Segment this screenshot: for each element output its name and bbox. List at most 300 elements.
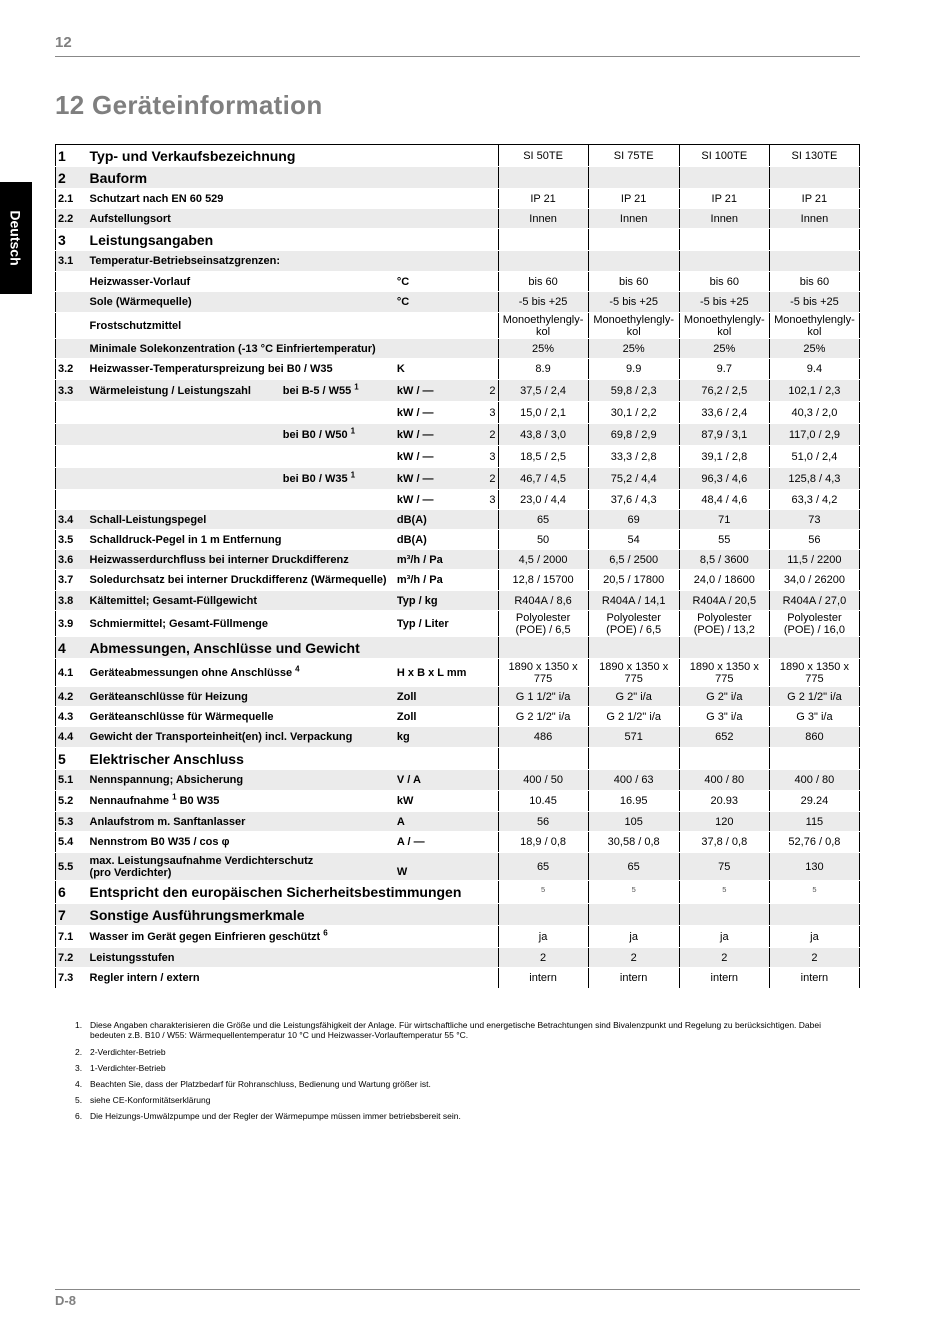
row-label xyxy=(88,272,395,292)
table-row xyxy=(56,339,860,359)
value-cell: G 2 1/2" i/a xyxy=(498,707,588,727)
row-label xyxy=(88,468,283,490)
row-number: 3.2 xyxy=(56,359,88,380)
footnote-ref xyxy=(480,251,498,272)
value-cell: 2 xyxy=(769,948,859,968)
value-cell: 5 xyxy=(769,881,859,904)
unit-label: kg xyxy=(395,727,480,748)
footnote-ref xyxy=(480,189,498,209)
footnote-ref: 6 xyxy=(323,927,328,937)
value-cell: -5 bis +25 xyxy=(679,292,769,313)
row-label-text: Geräteabmessungen ohne Anschlüsse xyxy=(89,666,293,679)
value-cell: 9.7 xyxy=(679,359,769,380)
row-label-text: Nennaufnahme xyxy=(89,795,169,807)
value-cell: 30,58 / 0,8 xyxy=(588,832,679,853)
row-number xyxy=(56,313,88,339)
row-label xyxy=(88,424,283,446)
unit-label xyxy=(395,948,480,968)
condition-text: bei B0 / W35 xyxy=(282,472,348,485)
table-row xyxy=(56,770,860,791)
value-cell: 65 xyxy=(588,853,679,881)
table-row xyxy=(56,637,860,659)
row-label xyxy=(88,530,395,550)
footnote-item xyxy=(75,1079,845,1089)
value-cell: 2 xyxy=(679,948,769,968)
value-cell: 50 xyxy=(498,530,588,550)
row-number xyxy=(56,424,88,446)
value-cell: 55 xyxy=(679,530,769,550)
footnote-ref xyxy=(480,209,498,229)
value-cell: 9.4 xyxy=(769,359,859,380)
footnote-ref: 4 xyxy=(295,663,300,673)
footnote-ref: 3 xyxy=(480,402,498,424)
section-title: 12 Geräteinformation xyxy=(55,90,323,120)
value-cell: 652 xyxy=(679,727,769,748)
value-cell: 56 xyxy=(769,530,859,550)
row-label-text: Schutzart nach EN 60 529 xyxy=(89,192,224,205)
value-cell: 1890 x 1350 x 775 xyxy=(679,659,769,687)
value-cell: 75,2 / 4,4 xyxy=(588,468,679,490)
row-number xyxy=(56,402,88,424)
unit-label: Zoll xyxy=(395,687,480,707)
footnote-ref xyxy=(480,926,498,948)
value-cell: 18,9 / 0,8 xyxy=(498,832,588,853)
row-number: 4.1 xyxy=(56,659,88,687)
value-cell xyxy=(588,251,679,272)
table-row xyxy=(56,292,860,313)
value-cell: G 3" i/a xyxy=(679,707,769,727)
table-row xyxy=(56,510,860,530)
value-cell: 571 xyxy=(588,727,679,748)
value-cell: 5 xyxy=(679,881,769,904)
row-label xyxy=(88,707,395,727)
value-cell: Innen xyxy=(588,209,679,229)
unit-label: m³/h / Pa xyxy=(395,570,480,591)
row-number: 4.3 xyxy=(56,707,88,727)
table-row xyxy=(56,853,860,881)
value-cell: 37,8 / 0,8 xyxy=(679,832,769,853)
value-cell: intern xyxy=(498,968,588,989)
spec-table xyxy=(55,144,860,989)
row-label xyxy=(88,853,395,881)
footnote-item xyxy=(75,1047,845,1057)
footnote-ref xyxy=(480,968,498,989)
row-label xyxy=(88,611,395,637)
value-cell: 25% xyxy=(769,339,859,359)
value-cell: G 1 1/2" i/a xyxy=(498,687,588,707)
footnote-ref xyxy=(480,292,498,313)
row-number xyxy=(56,468,88,490)
row-label-text: Geräteanschlüsse für Heizung xyxy=(89,690,248,703)
footnote-ref xyxy=(480,570,498,591)
value-cell: intern xyxy=(679,968,769,989)
row-number xyxy=(56,446,88,468)
unit-label xyxy=(395,313,480,339)
footnote-ref xyxy=(480,550,498,570)
value-cell: IP 21 xyxy=(498,189,588,209)
value-cell: 105 xyxy=(588,812,679,832)
value-cell: 69 xyxy=(588,510,679,530)
value-cell: Monoethylengly- kol xyxy=(679,313,769,339)
row-number: 3.1 xyxy=(56,251,88,272)
footnote-ref: 3 xyxy=(480,446,498,468)
row-number xyxy=(56,490,88,510)
unit-label: kW xyxy=(395,791,480,812)
value-cell: 130 xyxy=(769,853,859,881)
row-label xyxy=(88,791,395,812)
footnote-item xyxy=(75,1095,845,1105)
value-cell: 9.9 xyxy=(588,359,679,380)
condition-text: bei B0 / W50 xyxy=(282,428,348,441)
value-cell: 51,0 / 2,4 xyxy=(769,446,859,468)
table-row xyxy=(56,446,860,468)
table-row xyxy=(56,402,860,424)
footnote-ref xyxy=(480,510,498,530)
unit-label: dB(A) xyxy=(395,530,480,550)
footnote-ref xyxy=(480,339,498,359)
value-cell: 75 xyxy=(679,853,769,881)
value-cell: Polyolester (POE) / 6,5 xyxy=(588,611,679,637)
row-heading: Sonstige Ausführungsmerkmale xyxy=(88,904,498,926)
footnote-ref xyxy=(480,611,498,637)
row-heading: Abmessungen, Anschlüsse und Gewicht xyxy=(88,637,498,659)
row-number: 2.1 xyxy=(56,189,88,209)
table-row xyxy=(56,490,860,510)
table-row xyxy=(56,167,860,189)
table-row xyxy=(56,591,860,611)
row-label-suffix: B0 W35 xyxy=(176,795,220,807)
row-label xyxy=(88,948,395,968)
value-cell: ja xyxy=(588,926,679,948)
table-row xyxy=(56,968,860,989)
row-number: 3.6 xyxy=(56,550,88,570)
row-label-text: Nennstrom B0 W35 / cos φ xyxy=(89,836,230,848)
value-cell: 8,5 / 3600 xyxy=(679,550,769,570)
unit-label: Zoll xyxy=(395,707,480,727)
footnote-item xyxy=(75,1063,845,1073)
table-row xyxy=(56,791,860,812)
value-cell: 2 xyxy=(498,948,588,968)
value-cell: R404A / 8,6 xyxy=(498,591,588,611)
value-cell: 117,0 / 2,9 xyxy=(769,424,859,446)
footer-rule xyxy=(55,1289,860,1290)
footnote-ref: 2 xyxy=(480,424,498,446)
value-cell: intern xyxy=(588,968,679,989)
table-row xyxy=(56,550,860,570)
value-cell: 65 xyxy=(498,853,588,881)
footnote-ref xyxy=(480,272,498,292)
row-label xyxy=(88,339,395,359)
value-cell: SI 75TE xyxy=(588,145,679,167)
table-row xyxy=(56,424,860,446)
value-cell: R404A / 27,0 xyxy=(769,591,859,611)
row-number: 5 xyxy=(56,748,88,770)
row-number: 5.4 xyxy=(56,832,88,853)
unit-label: A / — xyxy=(395,832,480,853)
footnote-ref xyxy=(480,812,498,832)
unit-label: kW / — xyxy=(395,468,480,490)
value-cell: 34,0 / 26200 xyxy=(769,570,859,591)
unit-label xyxy=(395,251,480,272)
value-cell xyxy=(769,167,859,189)
value-cell: SI 130TE xyxy=(769,145,859,167)
value-cell: 16.95 xyxy=(588,791,679,812)
value-cell: -5 bis +25 xyxy=(498,292,588,313)
value-cell: 40,3 / 2,0 xyxy=(769,402,859,424)
footnote-text: Beachten Sie, dass der Platzbedarf für Rohranschluss, Bedienung und Wartung größer ist. xyxy=(90,1079,431,1089)
table-row xyxy=(56,145,860,167)
value-cell: bis 60 xyxy=(588,272,679,292)
footnote-ref xyxy=(480,359,498,380)
value-cell: 125,8 / 4,3 xyxy=(769,468,859,490)
value-cell xyxy=(498,251,588,272)
value-cell: Innen xyxy=(498,209,588,229)
value-cell: 8.9 xyxy=(498,359,588,380)
value-cell: 5 xyxy=(498,881,588,904)
table-row xyxy=(56,251,860,272)
value-cell: IP 21 xyxy=(679,189,769,209)
unit-label: kW / — xyxy=(395,380,480,402)
row-number: 5.5 xyxy=(56,853,88,881)
value-cell: Polyolester (POE) / 16,0 xyxy=(769,611,859,637)
row-number: 3 xyxy=(56,229,88,251)
value-cell: 15,0 / 2,1 xyxy=(498,402,588,424)
unit-label: kW / — xyxy=(395,490,480,510)
footnote-text: siehe CE-Konformitätserklärung xyxy=(90,1095,211,1105)
value-cell: 1890 x 1350 x 775 xyxy=(588,659,679,687)
table-row xyxy=(56,881,860,904)
unit-label: H x B x L mm xyxy=(395,659,480,687)
footnote-text: Diese Angaben charakterisieren die Größe und die Leistungsfähigkeit der Anlage. Für wirtschaftliche und energetische Betrachtungen sind Bivalenzpunkt und Regelung zu berücksichtigen. Dabei bedeuten z.B. B10 / W55: Wärmequellentemperatur 10 °C und Heizwasser-Vorlauftemperatur 55 °C. xyxy=(90,1020,821,1040)
value-cell: 102,1 / 2,3 xyxy=(769,380,859,402)
unit-label: K xyxy=(395,359,480,380)
value-cell: 69,8 / 2,9 xyxy=(588,424,679,446)
footnote-item xyxy=(75,1020,845,1040)
footnote-ref xyxy=(480,853,498,881)
value-cell: 4,5 / 2000 xyxy=(498,550,588,570)
value-cell: 5 xyxy=(588,881,679,904)
value-cell: intern xyxy=(769,968,859,989)
value-cell xyxy=(588,748,679,770)
row-number: 4.4 xyxy=(56,727,88,748)
row-heading: Bauform xyxy=(88,167,498,189)
row-label-text: Kältemittel; Gesamt-Füllgewicht xyxy=(89,594,258,607)
footnote-number: 4. xyxy=(75,1079,83,1089)
row-label-text: Aufstellungsort xyxy=(89,212,171,225)
table-row xyxy=(56,209,860,229)
value-cell xyxy=(588,637,679,659)
row-number: 3.8 xyxy=(56,591,88,611)
unit-label: dB(A) xyxy=(395,510,480,530)
row-label-text: Leistungsstufen xyxy=(89,951,175,964)
value-cell: R404A / 14,1 xyxy=(588,591,679,611)
row-label xyxy=(88,812,395,832)
row-label-text: max. Leistungsaufnahme Verdichterschutz (pro Verdichter) xyxy=(89,854,314,879)
value-cell: 400 / 50 xyxy=(498,770,588,791)
value-cell: 39,1 / 2,8 xyxy=(679,446,769,468)
footnote-ref: 2 xyxy=(480,380,498,402)
unit-label: °C xyxy=(395,272,480,292)
row-label xyxy=(88,251,395,272)
row-number: 5.2 xyxy=(56,791,88,812)
row-number xyxy=(56,272,88,292)
row-label xyxy=(88,687,395,707)
row-label xyxy=(88,832,395,853)
value-cell xyxy=(769,229,859,251)
row-number: 2.2 xyxy=(56,209,88,229)
value-cell: IP 21 xyxy=(588,189,679,209)
side-tab-label: Deutsch xyxy=(8,210,25,266)
value-cell xyxy=(679,167,769,189)
row-label-text: Sole (Wärmequelle) xyxy=(89,296,192,308)
value-cell: 12,8 / 15700 xyxy=(498,570,588,591)
unit-label: A xyxy=(395,812,480,832)
value-cell xyxy=(588,904,679,926)
row-number: 6 xyxy=(56,881,88,904)
row-label-text: Temperatur-Betriebseinsatzgrenzen: xyxy=(89,255,281,267)
footnote-text: 1-Verdichter-Betrieb xyxy=(90,1063,166,1073)
row-number: 1 xyxy=(56,145,88,167)
row-label-text: Schall-Leistungspegel xyxy=(89,513,207,526)
row-label xyxy=(88,402,395,424)
value-cell: 20,5 / 17800 xyxy=(588,570,679,591)
value-cell xyxy=(679,904,769,926)
value-cell: 23,0 / 4,4 xyxy=(498,490,588,510)
unit-label xyxy=(395,926,480,948)
page-number-bottom: D-8 xyxy=(55,1293,76,1308)
value-cell: 860 xyxy=(769,727,859,748)
footnote-ref xyxy=(480,313,498,339)
value-cell: G 2 1/2" i/a xyxy=(588,707,679,727)
row-label-text: Regler intern / extern xyxy=(89,972,200,984)
footnote-ref xyxy=(480,530,498,550)
condition-label xyxy=(283,468,395,490)
row-heading: Typ- und Verkaufsbezeichnung xyxy=(88,145,498,167)
value-cell: 71 xyxy=(679,510,769,530)
value-cell xyxy=(769,748,859,770)
value-cell: G 2" i/a xyxy=(588,687,679,707)
footnote-ref xyxy=(480,659,498,687)
row-number: 3.5 xyxy=(56,530,88,550)
unit-label: Typ / Liter xyxy=(395,611,480,637)
row-label-text: Frostschutzmittel xyxy=(89,319,182,332)
value-cell: SI 50TE xyxy=(498,145,588,167)
row-number: 7.2 xyxy=(56,948,88,968)
row-label-text: Schalldruck-Pegel in 1 m Entfernung xyxy=(89,533,282,546)
value-cell: 33,3 / 2,8 xyxy=(588,446,679,468)
row-label-text: Heizwasserdurchfluss bei interner Druckdifferenz xyxy=(89,553,349,566)
value-cell: 1890 x 1350 x 775 xyxy=(498,659,588,687)
row-label-text: Soledurchsatz bei interner Druckdifferenz (Wärmequelle) xyxy=(89,574,387,586)
row-label-text: Wasser im Gerät gegen Einfrieren geschützt xyxy=(89,930,321,943)
table-row xyxy=(56,707,860,727)
table-row xyxy=(56,380,860,402)
condition-text: bei B-5 / W55 xyxy=(282,384,352,397)
footnote-number: 2. xyxy=(75,1047,83,1057)
value-cell: SI 100TE xyxy=(679,145,769,167)
footnote-ref xyxy=(480,791,498,812)
value-cell: 48,4 / 4,6 xyxy=(679,490,769,510)
footnote-ref xyxy=(480,687,498,707)
value-cell: 400 / 80 xyxy=(679,770,769,791)
value-cell: 46,7 / 4,5 xyxy=(498,468,588,490)
value-cell: 37,6 / 4,3 xyxy=(588,490,679,510)
value-cell: 24,0 / 18600 xyxy=(679,570,769,591)
row-label xyxy=(88,591,395,611)
value-cell: Monoethylengly- kol xyxy=(498,313,588,339)
row-number: 3.4 xyxy=(56,510,88,530)
table-row xyxy=(56,359,860,380)
value-cell xyxy=(679,251,769,272)
value-cell: R404A / 20,5 xyxy=(679,591,769,611)
value-cell: Monoethylengly- kol xyxy=(769,313,859,339)
row-label-text: Heizwasser-Temperaturspreizung bei B0 / W35 xyxy=(89,363,333,375)
value-cell xyxy=(498,748,588,770)
row-label xyxy=(88,380,283,402)
row-number: 3.9 xyxy=(56,611,88,637)
row-label xyxy=(88,510,395,530)
row-label-text: Wärmeleistung / Leistungszahl xyxy=(89,384,251,397)
value-cell xyxy=(769,904,859,926)
value-cell: 20.93 xyxy=(679,791,769,812)
footnote-ref xyxy=(480,591,498,611)
value-cell: 115 xyxy=(769,812,859,832)
footnote-text: 2-Verdichter-Betrieb xyxy=(90,1047,166,1057)
table-row xyxy=(56,570,860,591)
row-label xyxy=(88,926,395,948)
row-label xyxy=(88,727,395,748)
unit-label xyxy=(395,209,480,229)
value-cell: Polyolester (POE) / 13,2 xyxy=(679,611,769,637)
value-cell: ja xyxy=(498,926,588,948)
value-cell: 120 xyxy=(679,812,769,832)
value-cell xyxy=(679,229,769,251)
value-cell: -5 bis +25 xyxy=(769,292,859,313)
footnote-number: 3. xyxy=(75,1063,83,1073)
value-cell: 25% xyxy=(588,339,679,359)
value-cell xyxy=(498,904,588,926)
value-cell: 37,5 / 2,4 xyxy=(498,380,588,402)
footnote-ref xyxy=(480,727,498,748)
row-label-text: Gewicht der Transporteinheit(en) incl. Verpackung xyxy=(89,731,353,743)
value-cell: 33,6 / 2,4 xyxy=(679,402,769,424)
value-cell: 76,2 / 2,5 xyxy=(679,380,769,402)
value-cell: 52,76 / 0,8 xyxy=(769,832,859,853)
value-cell: 63,3 / 4,2 xyxy=(769,490,859,510)
row-number: 4.2 xyxy=(56,687,88,707)
table-row xyxy=(56,926,860,948)
value-cell xyxy=(588,167,679,189)
footnote-ref: 1 xyxy=(350,425,356,435)
footnote-text: Die Heizungs-Umwälzpumpe und der Regler der Wärmepumpe müssen immer betriebsbereit sein. xyxy=(90,1111,461,1121)
row-heading: Leistungsangaben xyxy=(88,229,498,251)
language-side-tab[interactable] xyxy=(0,182,32,294)
value-cell: 25% xyxy=(498,339,588,359)
value-cell: 6,5 / 2500 xyxy=(588,550,679,570)
row-number xyxy=(56,339,88,359)
row-label-text: Schmiermittel; Gesamt-Füllmenge xyxy=(89,617,269,630)
footnote-ref: 1 xyxy=(172,792,177,802)
value-cell: Innen xyxy=(679,209,769,229)
row-label-text: Heizwasser-Vorlauf xyxy=(89,275,191,288)
unit-label: W xyxy=(395,853,480,881)
value-cell: G 2" i/a xyxy=(679,687,769,707)
row-label xyxy=(88,313,395,339)
row-heading: Entspricht den europäischen Sicherheitsbestimmungen xyxy=(88,881,498,904)
value-cell xyxy=(679,748,769,770)
row-number xyxy=(56,292,88,313)
value-cell: 400 / 63 xyxy=(588,770,679,791)
